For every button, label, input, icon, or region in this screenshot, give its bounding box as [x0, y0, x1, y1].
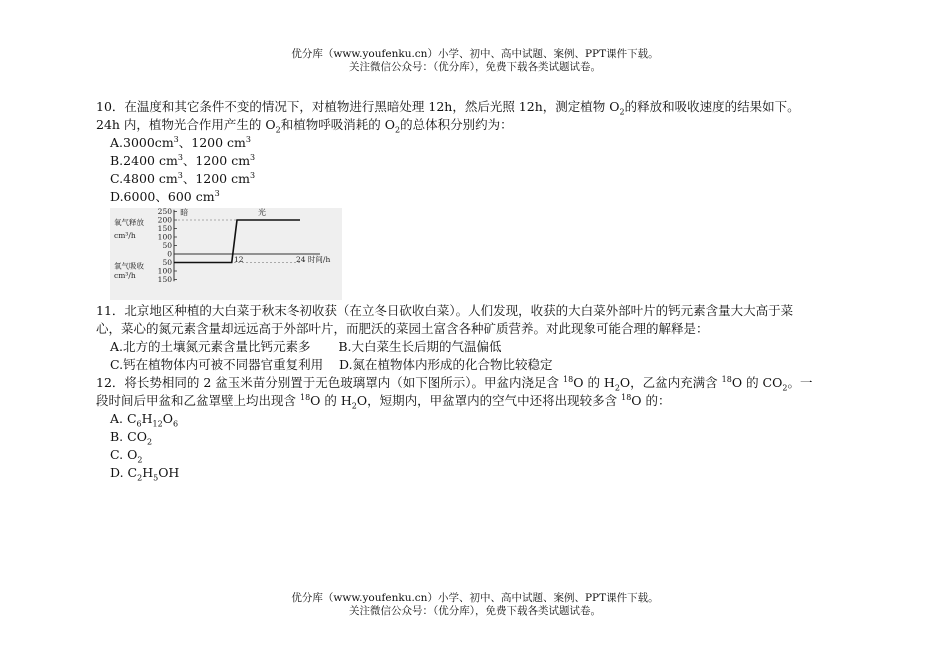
- x-end-label: 24 时间/h: [296, 255, 331, 264]
- q10-option-b: B.2400 $cm^3$、1200 $cm^3$: [110, 152, 256, 168]
- y-tick-label: 100: [157, 232, 172, 242]
- light-label: 光: [258, 208, 266, 217]
- absorb-label: 氧气吸收: [114, 261, 144, 271]
- x-mid-label: 12: [234, 255, 244, 264]
- q10-option-d: D.6000、600 $cm^3$: [110, 188, 220, 204]
- q10-stem-line1: 10．在温度和其它条件不变的情况下，对植物进行黑暗处理 12h，然后光照 12h，测定植物 $O_2$的释放和吸收速度的结果如下。: [96, 99, 800, 117]
- y-tick-label: 50: [162, 241, 172, 250]
- q11-stem-line1: 11．北京地区种植的大白菜于秋末冬初收获（在立冬日砍收白菜）。人们发现，收获的大白菜外部叶片的钙元素含量大大高于菜: [96, 303, 794, 318]
- y-tick-label: 200: [157, 215, 172, 225]
- footer-line-2: 关注微信公众号：（优分库），免费下载各类试题试卷。: [349, 605, 601, 617]
- dark-label: 暗: [180, 208, 189, 217]
- y-tick-label: 50: [162, 258, 172, 267]
- oxygen-chart-svg: [110, 208, 342, 300]
- q11-stem-line2: 心，菜心的氮元素含量却远远高于外部叶片，而肥沃的菜园土富含各种矿质营养。对此现象可能合理的解释是：: [96, 321, 709, 336]
- page-footer: [0, 592, 950, 618]
- q11-option-c: C.钙在植物体内可被不同器官重复利用: [110, 357, 324, 372]
- q12-option-b: B. $CO_2$: [110, 429, 153, 447]
- y-tick-label: 0: [167, 249, 172, 259]
- absorb-unit-label: cm³/h: [114, 270, 136, 280]
- q12-stem-line1: 12．将长势相同的 2 盆玉米苗分别置于无色玻璃罩内（如下图所示）。甲盆内浇足含 $^{18}$O 的 $H_2O$，乙盆内充满含 $^{18}$O 的 $CO_2$。一: [96, 374, 813, 393]
- question-content: [96, 98, 866, 482]
- page-header: [0, 48, 950, 74]
- oxygen-rate-chart: [110, 208, 342, 300]
- q10-option-a: $A.3000cm^3$、1200 $cm^3$: [110, 134, 251, 150]
- q10-option-c: C.4800 $cm^3$、1200 $cm^3$: [110, 170, 256, 186]
- q12-option-a: A. $C_6H_{12}O_6$: [110, 411, 179, 429]
- q12-stem-line2: 段时间后甲盆和乙盆罩壁上均出现含 $^{18}$O 的 $H_2O$，短期内，甲盆罩内的空气中还将出现较多含 $^{18}$O 的：: [96, 392, 671, 411]
- release-unit-label: cm³/h: [114, 230, 136, 240]
- q11-option-d: D.氮在植物体内形成的化合物比较稳定: [339, 357, 553, 372]
- y-tick-label: 150: [157, 275, 172, 284]
- q11-option-a: A.北方的土壤氮元素含量比钙元素多: [110, 339, 311, 354]
- header-line-1: 优分库（www.youfenku.cn）小学、初中、高中试题、案例、PPT课件下载。: [291, 48, 659, 60]
- q10-stem-line2: 24h 内，植物光合作用产生的 $O_2$和植物呼吸消耗的 $O_2$的总体积分别约为：: [96, 117, 513, 135]
- header-line-2: 关注微信公众号：（优分库），免费下载各类试题试卷。: [349, 61, 601, 73]
- release-label: 氧气释放: [114, 218, 144, 228]
- y-tick-label: 150: [157, 224, 172, 233]
- y-tick-label: 250: [157, 208, 172, 216]
- q11-options-row1: [96, 338, 866, 356]
- q12-option-d: D. $C_2H_5OH$: [110, 465, 180, 483]
- footer-line-1: 优分库（www.youfenku.cn）小学、初中、高中试题、案例、PPT课件下载。: [291, 592, 659, 604]
- y-tick-label: 100: [157, 266, 172, 276]
- q11-option-b: B.大白菜生长后期的气温偏低: [338, 339, 502, 354]
- q11-options-row2: [96, 356, 866, 374]
- q12-option-c: C. $O_2$: [110, 447, 143, 465]
